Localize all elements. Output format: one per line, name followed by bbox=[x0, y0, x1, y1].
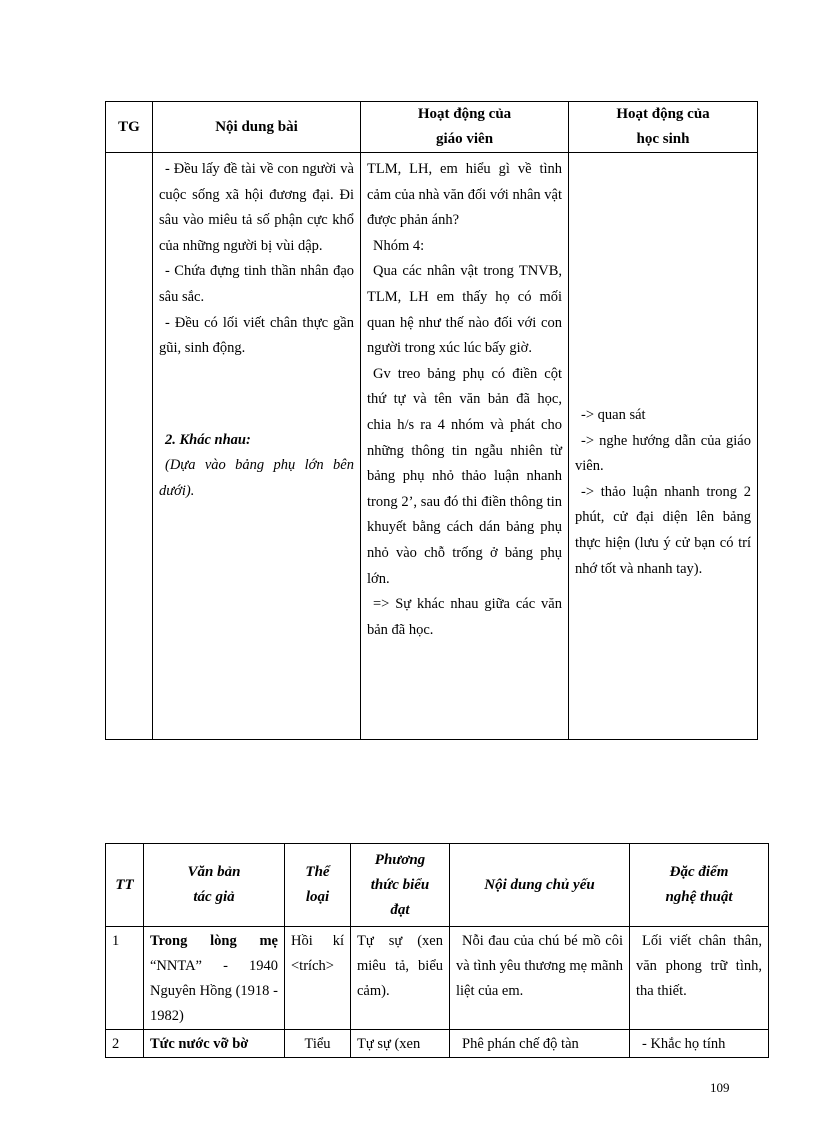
tg-cell bbox=[106, 153, 153, 740]
header-line: thức biểu bbox=[370, 876, 430, 893]
tt-cell: 2 bbox=[106, 1030, 144, 1058]
table-row bbox=[106, 1030, 769, 1058]
header-tg: TG bbox=[106, 102, 153, 153]
dac-diem-cell: Lối viết chân thân, văn phong trữ tình, tha thiết. bbox=[630, 927, 769, 1030]
teacher-paragraph: Nhóm 4: bbox=[373, 237, 425, 254]
header-line: Văn bản bbox=[187, 864, 241, 880]
van-ban-cell bbox=[144, 927, 285, 1030]
table-header-row bbox=[106, 844, 769, 927]
header-giao-vien bbox=[361, 102, 569, 153]
student-paragraph: -> nghe hướng dẫn của giáo viên. bbox=[575, 432, 751, 475]
section-note: (Dựa vào bảng phụ lớn bên dưới). bbox=[159, 457, 354, 499]
header-line: nghệ thuật bbox=[665, 889, 733, 905]
teacher-paragraph: TLM, LH, em hiểu gì về tình cảm của nhà văn đối với nhân vật được phản ánh? bbox=[367, 161, 562, 229]
header-dac-diem bbox=[630, 844, 769, 927]
student-cell bbox=[569, 153, 758, 740]
table-row bbox=[106, 153, 758, 740]
header-hs-line-1: Hoạt động của bbox=[616, 106, 710, 122]
tt-cell: 1 bbox=[106, 927, 144, 1030]
header-line: đạt bbox=[390, 901, 410, 918]
noi-dung-cell: Nỗi đau của chú bé mồ côi và tình yêu thương mẹ mãnh liệt của em. bbox=[450, 927, 630, 1030]
table-header-row bbox=[106, 102, 758, 153]
header-line: loại bbox=[305, 889, 330, 905]
content-paragraph: - Đều có lối viết chân thực gần gũi, sinh động. bbox=[159, 314, 354, 357]
header-hoc-sinh bbox=[569, 102, 758, 153]
student-paragraph: -> thảo luận nhanh trong 2 phút, cử đại diện lên bảng thực hiện (lưu ý cử bạn có trí nhớ tốt và nhanh tay). bbox=[575, 483, 751, 577]
header-phuong-thuc bbox=[351, 844, 450, 927]
spacer bbox=[159, 362, 354, 428]
comparison-table bbox=[105, 843, 769, 1058]
header-gv-line-1: Hoạt động của bbox=[417, 106, 512, 122]
phuong-thuc-cell: Tự sự (xen miêu tả, biểu cảm). bbox=[351, 927, 450, 1030]
table-row bbox=[106, 927, 769, 1030]
header-line: Thể bbox=[305, 864, 330, 880]
work-details: “NNTA” - 1940 Nguyên Hồng (1918 - 1982) bbox=[150, 958, 278, 1024]
teacher-paragraph: Gv treo bảng phụ có điền cột thứ tự và tên văn bản đã học, chia h/s ra 4 nhóm và phát cho những thông tin ngẫu nhiên từ bảng phụ nhỏ thảo luận nhanh trong 2’, sau đó thi điền thông tin khuyết bằng cách dán bảng phụ nhỏ vào chỗ trống ở bảng phụ lớn. bbox=[367, 365, 562, 587]
content-cell bbox=[153, 153, 361, 740]
header-line: tác giả bbox=[193, 889, 235, 905]
header-noi-dung: Nội dung bài bbox=[153, 102, 361, 153]
dac-diem-cell: - Khắc họ tính bbox=[630, 1030, 769, 1058]
header-gv-line-2: giáo viên bbox=[435, 131, 494, 147]
page-number: 109 bbox=[710, 1080, 730, 1095]
content-paragraph: - Chứa đựng tinh thần nhân đạo sâu sắc. bbox=[159, 263, 354, 305]
student-paragraph: -> quan sát bbox=[581, 407, 646, 423]
section-heading: 2. Khác nhau: bbox=[165, 431, 251, 448]
noi-dung-cell: Phê phán chế độ tàn bbox=[450, 1030, 630, 1058]
header-hs-line-2: học sinh bbox=[636, 131, 690, 147]
the-loai-cell: Hồi kí <trích> bbox=[285, 927, 351, 1030]
phuong-thuc-cell: Tự sự (xen bbox=[351, 1030, 450, 1058]
work-title: Tức nước vỡ bờ bbox=[144, 1030, 285, 1058]
work-title: Trong lòng mẹ bbox=[150, 933, 278, 949]
lesson-activity-table bbox=[105, 101, 758, 740]
header-line: Phương bbox=[374, 851, 426, 868]
teacher-paragraph: Qua các nhân vật trong TNVB, TLM, LH em thấy họ có mối quan hệ như thế nào đối với con người trong xúc lúc bấy giờ. bbox=[367, 263, 562, 357]
the-loai-cell: Tiểu bbox=[285, 1030, 351, 1058]
header-the-loai bbox=[285, 844, 351, 927]
header-noi-dung: Nội dung chủ yếu bbox=[450, 844, 630, 927]
header-tt: TT bbox=[106, 844, 144, 927]
header-van-ban bbox=[144, 844, 285, 927]
spacer bbox=[575, 157, 751, 403]
content-paragraph: - Đều lấy đề tài về con người và cuộc sống xã hội đương đại. Đi sâu vào miêu tả số phận cực khổ của những người bị vùi dập. bbox=[159, 161, 354, 254]
teacher-paragraph: => Sự khác nhau giữa các văn bản đã học. bbox=[367, 596, 562, 638]
header-line: Đặc điểm bbox=[669, 864, 729, 880]
teacher-cell bbox=[361, 153, 569, 740]
